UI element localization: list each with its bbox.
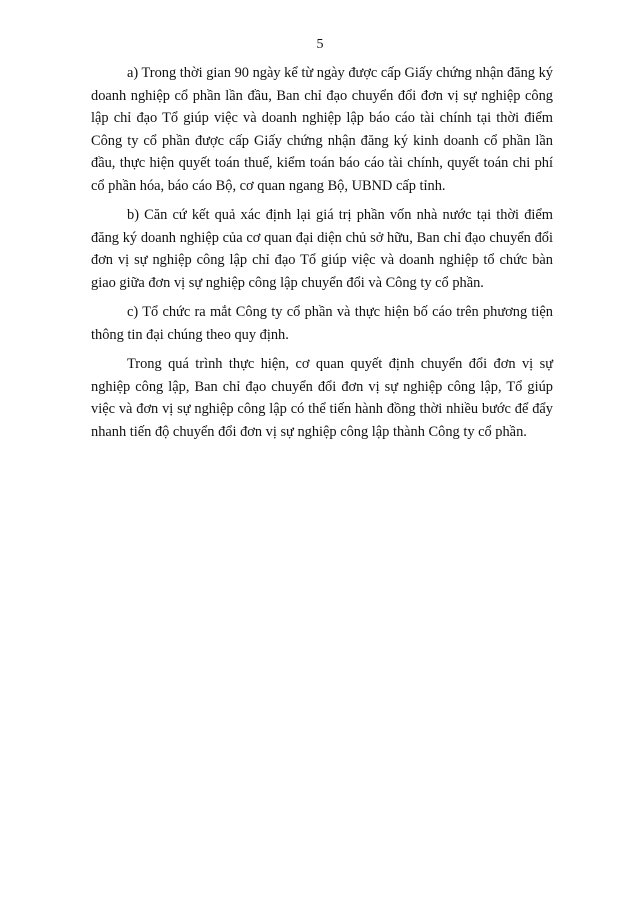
paragraph-a: a) Trong thời gian 90 ngày kể từ ngày được cấp Giấy chứng nhận đăng ký doanh nghiệp cổ phần lần đầu, Ban chỉ đạo chuyển đổi đơn vị sự nghiệp công lập chỉ đạo Tổ giúp việc và doanh nghiệp lập báo cáo tài chính tại thời điểm Công ty cổ phần được cấp Giấy chứng nhận đăng ký kinh doanh cổ phần lần đầu, thực hiện quyết toán thuế, kiểm toán báo cáo tài chính, quyết toán chi phí cổ phần hóa, báo cáo Bộ, cơ quan ngang Bộ, UBND cấp tỉnh. [91, 65, 553, 194]
paragraph-summary: Trong quá trình thực hiện, cơ quan quyết định chuyển đổi đơn vị sự nghiệp công lập, Ban chỉ đạo chuyển đổi đơn vị sự nghiệp công lập, Tổ giúp việc và đơn vị sự nghiệp công lập có thể tiến hành đồng thời nhiều bước để đẩy nhanh tiến độ chuyển đổi đơn vị sự nghiệp công lập thành Công ty cổ phần. [91, 356, 553, 440]
paragraph-b: b) Căn cứ kết quả xác định lại giá trị phần vốn nhà nước tại thời điểm đăng ký doanh nghiệp của cơ quan đại diện chủ sở hữu, Ban chỉ đạo chuyển đổi đơn vị sự nghiệp công lập chỉ đạo Tổ giúp việc và doanh nghiệp tổ chức bàn giao giữa đơn vị sự nghiệp công lập chuyển đổi và Công ty cổ phần. [91, 207, 553, 291]
paragraph-c: c) Tổ chức ra mắt Công ty cổ phần và thực hiện bố cáo trên phương tiện thông tin đại chúng theo quy định. [91, 304, 553, 343]
document-body [91, 62, 553, 450]
page-number: 5 [316, 37, 324, 52]
